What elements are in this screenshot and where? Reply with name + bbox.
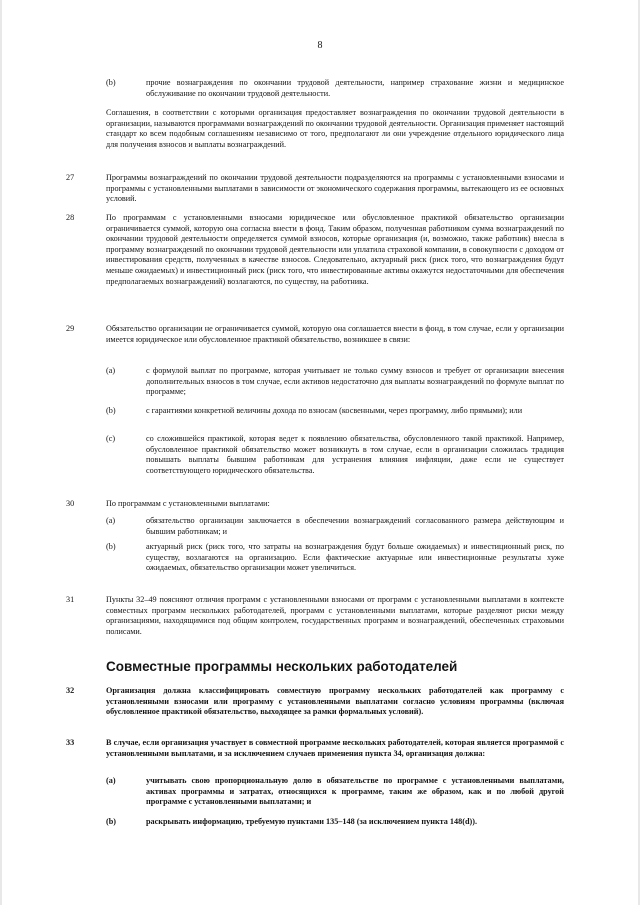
- item-label: (b): [106, 406, 116, 415]
- item-text: со сложившейся практикой, которая ведет к появлению обязательства, обусловленного такой практикой. Например, обусловленное практикой обязательство может возникнуть в том случае, если в организации сложилась традиция повышать выплаты бывшим работникам для устранения влияния инфляции, даже если не существует соответствующего юридического обязательства.: [146, 434, 564, 475]
- page-number: 8: [317, 40, 323, 51]
- item-text: актуарный риск (риск того, что затраты на вознаграждения будут больше ожидаемых) и инвестиционный риск, по существу, возлагаются на организацию. Если фактические актуарные или инвестиционные результаты хуже ожидаемых, обязательство организации может увеличиться.: [146, 542, 564, 573]
- paragraph-number: 29: [66, 324, 75, 333]
- paragraph: По программам с установленными выплатами:: [106, 499, 270, 508]
- paragraph-number: 31: [66, 595, 75, 604]
- item-text: с формулой выплат по программе, которая учитывает не только сумму взносов и требует от организации внесения дополнительных взносов в том случае, если активов недостаточно для выплаты вознаграждений по формуле выплат по программе;: [146, 366, 564, 397]
- paragraph-number: 27: [66, 173, 75, 182]
- paragraph: Пункты 32–49 поясняют отличия программ с установленными взносами от программ с установленными выплатами в контексте совместных программ нескольких работодателей, программ с установленными выплатами, которые разделяют риски между организациями, находящимися под общим контролем, государственных программ и вознаграждений, обеспеченных страховыми полисами.: [106, 595, 564, 636]
- item-label: (c): [106, 434, 116, 443]
- item-label: (b): [106, 78, 116, 87]
- item-label: (b): [106, 817, 117, 826]
- section-heading: Совместные программы нескольких работодателей: [106, 659, 458, 674]
- paragraph: Организация должна классифицировать совместную программу нескольких работодателей как программу с установленными взносами или программу с установленными выплатами согласно условиям программы (включая обусловленное практикой обязательство, выходящее за рамки формальных условий).: [106, 686, 564, 717]
- item-label: (b): [106, 542, 116, 551]
- item-label: (a): [106, 776, 116, 785]
- item-text: учитывать свою пропорциональную долю в обязательстве по программе с установленными выплатами, активах программы и затратах, относящихся к программе, таким же образом, как и по любой другой программе с установленными выплатами; и: [146, 776, 564, 807]
- paragraph: Соглашения, в соответствии с которыми организация предоставляет вознаграждения по окончании трудовой деятельности в организации, называются программами вознаграждений по окончании трудовой деятельности. Организация применяет настоящий стандарт ко всем подобным соглашениям независимо от того, предполагают ли они учреждение отдельного юридического лица для получения взносов и выплаты вознаграждений.: [106, 108, 564, 149]
- item-text: с гарантиями конкретной величины дохода по взносам (косвенными, через программу, либо прямыми); или: [146, 406, 523, 415]
- paragraph-number: 32: [66, 686, 75, 695]
- paragraph-number: 30: [66, 499, 75, 508]
- paragraph: Обязательство организации не ограничивается суммой, которую она соглашается внести в фонд, в том случае, если у организации имеется юридическое или обусловленное практикой обязательство, возникшее в связи:: [106, 324, 564, 344]
- item-label: (a): [106, 366, 116, 375]
- paragraph: В случае, если организация участвует в совместной программе нескольких работодателей, которая является программой с установленными выплатами, и за исключением случаев применения пункта 34, организация должна:: [106, 738, 564, 758]
- scan-edge-left: [0, 0, 2, 905]
- item-text: прочие вознаграждения по окончании трудовой деятельности, например страхование жизни и медицинское обслуживание по окончании трудовой деятельности.: [146, 78, 564, 98]
- paragraph-number: 33: [66, 738, 75, 747]
- paragraph-number: 28: [66, 213, 75, 222]
- paragraph: Программы вознаграждений по окончании трудовой деятельности подразделяются на программы с установленными взносами и программы с установленными выплатами в зависимости от экономического содержания программы, вытекающего из ее основных условий.: [106, 173, 564, 204]
- item-label: (a): [106, 516, 116, 525]
- paragraph: По программам с установленными взносами юридическое или обусловленное практикой обязательство организации ограничивается суммой, которую она согласна внести в фонд. Таким образом, полученная работником сумма вознаграждений по окончании трудовой деятельности определяется суммой взносов, которые организация (и, возможно, также работник) внесла в программу вознаграждений по окончании трудовой деятельности или уплатила страховой компании, в совокупности с доходом от инвестирования средств, полученных в качестве взносов. Следовательно, актуарный риск (риск того, что вознаграждения будут меньше ожидаемых) и инвестиционный риск (риск того, что инвестированные активы окажутся недостаточными для обеспечения предполагаемых вознаграждений) возлагаются, по существу, на работника.: [106, 213, 564, 286]
- item-text: раскрывать информацию, требуемую пунктами 135–148 (за исключением пункта 148(d)).: [146, 817, 477, 826]
- item-text: обязательство организации заключается в обеспечении вознаграждений согласованного размера действующим и бывшим работникам; и: [146, 516, 564, 536]
